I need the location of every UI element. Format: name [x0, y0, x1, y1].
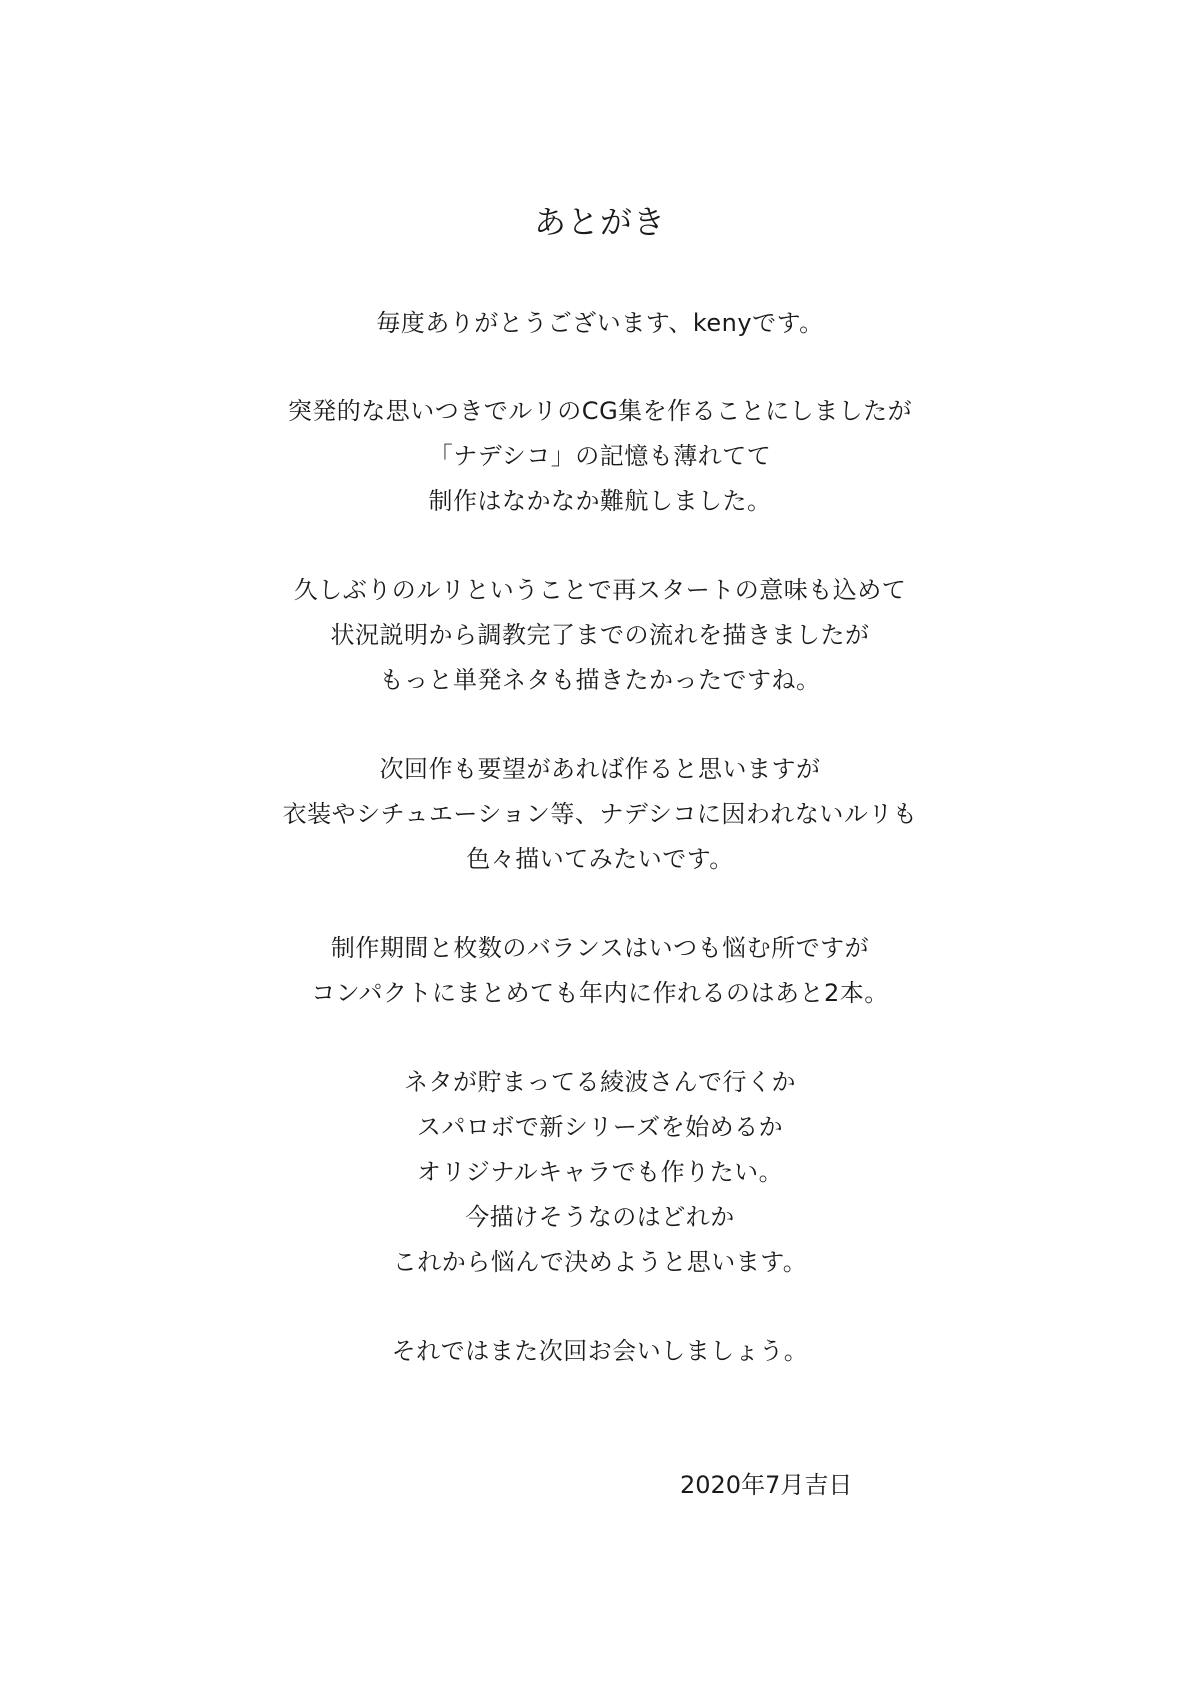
text-line: コンパクトにまとめても年内に作れるのはあと2本。 — [311, 979, 889, 1007]
text-line: 制作期間と枚数のバランスはいつも悩む所ですが — [330, 934, 870, 962]
text-line: 色々描いてみたいです。 — [466, 845, 734, 873]
text-line: 突発的な思いつきでルリのCG集を作ることにしましたが — [287, 397, 913, 425]
text-line: ネタが貯まってる綾波さんで行くか — [404, 1068, 796, 1096]
text-line: オリジナルキャラでも作りたい。 — [416, 1158, 784, 1186]
text-line: 衣装やシチュエーション等、ナデシコに因われないルリも — [282, 800, 918, 828]
text-line: 今描けそうなのはどれか — [465, 1203, 735, 1231]
page-title: あとがき — [533, 203, 666, 241]
text-line: 久しぶりのルリということで再スタートの意味も込めて — [293, 576, 907, 604]
text-line: 「ナデシコ」の記憶も薄れてて — [428, 442, 772, 470]
text-line: 状況説明から調教完了までの流れを描きましたが — [330, 621, 870, 649]
text-line: 制作はなかなか難航しました。 — [428, 487, 772, 515]
text-line: 次回作も要望があれば作ると思いますが — [379, 755, 821, 783]
date: 2020年7月吉日 — [680, 1471, 853, 1499]
text-line: それではまた次回お会いしましょう。 — [391, 1337, 809, 1365]
text-line: もっと単発ネタも描きたかったですね。 — [379, 666, 821, 694]
text-line: スパロボで新シリーズを始めるか — [416, 1113, 784, 1141]
text-line: これから悩んで決めようと思います。 — [392, 1248, 808, 1276]
text-line: 毎度ありがとうございます、kenyです。 — [376, 309, 824, 337]
